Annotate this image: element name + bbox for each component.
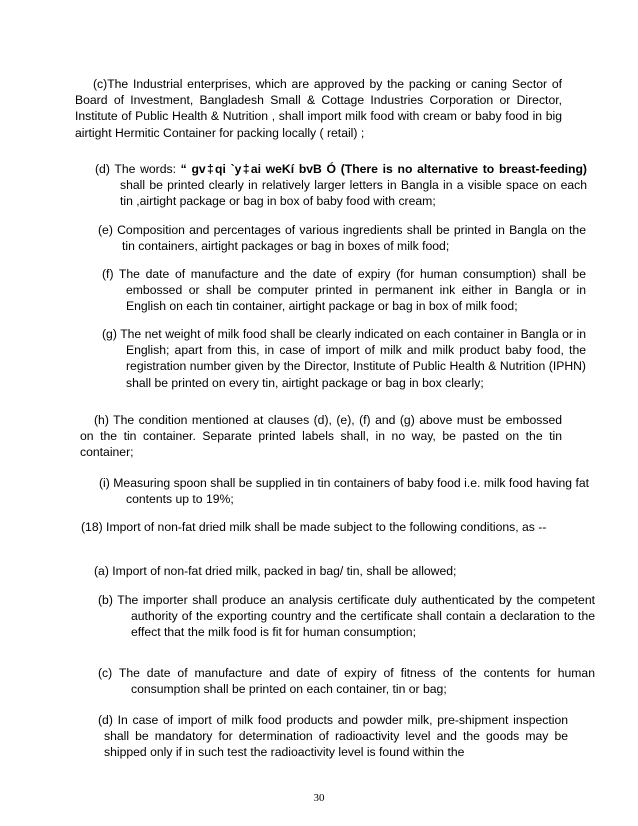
paragraph-e: (e) Composition and percentages of various ingredients shall be printed in Bangla on the tin containers, airtight packages or bag in boxes of milk food; <box>98 223 586 254</box>
paragraph-18b: (b) The importer shall produce an analysis certificate duly authenticated by the competent authority of the exporting country and the certificate shall contain a declaration to the effect that the milk food is fit for human consumption; <box>98 593 595 640</box>
paragraph-g: (g) The net weight of milk food shall be clearly indicated on each container in Bangla or in English; apart from this, in case of import of milk and milk product baby food, the registration number given by the Director, Institute of Public Health & Nutrition (IPHN) shall be printed on every tin, airtight package or bag in box clearly; <box>102 327 586 390</box>
paragraph-d <box>95 161 587 210</box>
paragraph-d-bold: “ gv‡qi `y‡ai weKí bvB Ó (There is no alternative to breast-feeding) <box>180 162 587 176</box>
paragraph-i: (i) Measuring spoon shall be supplied in tin containers of baby food i.e. milk food having fat contents up to 19%; <box>99 476 589 507</box>
paragraph-18d: (d) In case of import of milk food products and powder milk, pre-shipment inspection shall be mandatory for determination of radioactivity level and the goods may be shipped only if in such test the radioactivity level is found within the <box>98 713 568 760</box>
paragraph-18: (18) Import of non-fat dried milk shall be made subject to the following conditions, as -- <box>81 520 547 534</box>
paragraph-18a: (a) Import of non-fat dried milk, packed in bag/ tin, shall be allowed; <box>94 564 457 578</box>
paragraph-18c: (c) The date of manufacture and date of expiry of fitness of the contents for human consumption shall be printed on each container, tin or bag; <box>98 666 595 697</box>
paragraph-d-rest: shall be printed clearly in relatively larger letters in Bangla in a visible space on each tin ,airtight package or bag in box of baby food with cream; <box>120 178 587 209</box>
paragraph-d-prefix: (d) The words: <box>95 162 181 176</box>
paragraph-h: (h) The condition mentioned at clauses (d), (e), (f) and (g) above must be embossed on the tin container. Separate printed labels shall, in no way, be pasted on the tin container; <box>80 413 562 460</box>
page-number: 30 <box>313 792 325 804</box>
paragraph-f: (f) The date of manufacture and the date of expiry (for human consumption) shall be embossed or shall be computer printed in permanent ink either in Bangla or in English on each tin container, airtight package or bag in box of milk food; <box>102 267 586 314</box>
paragraph-c: (c)The Industrial enterprises, which are approved by the packing or caning Sector of Board of Investment, Bangladesh Small & Cottage Industries Corporation or Director, Institute of Public Health & Nutrition , shall import milk food with cream or baby food in big airtight Hermitic Container for packing locally ( retail) ; <box>75 77 562 140</box>
